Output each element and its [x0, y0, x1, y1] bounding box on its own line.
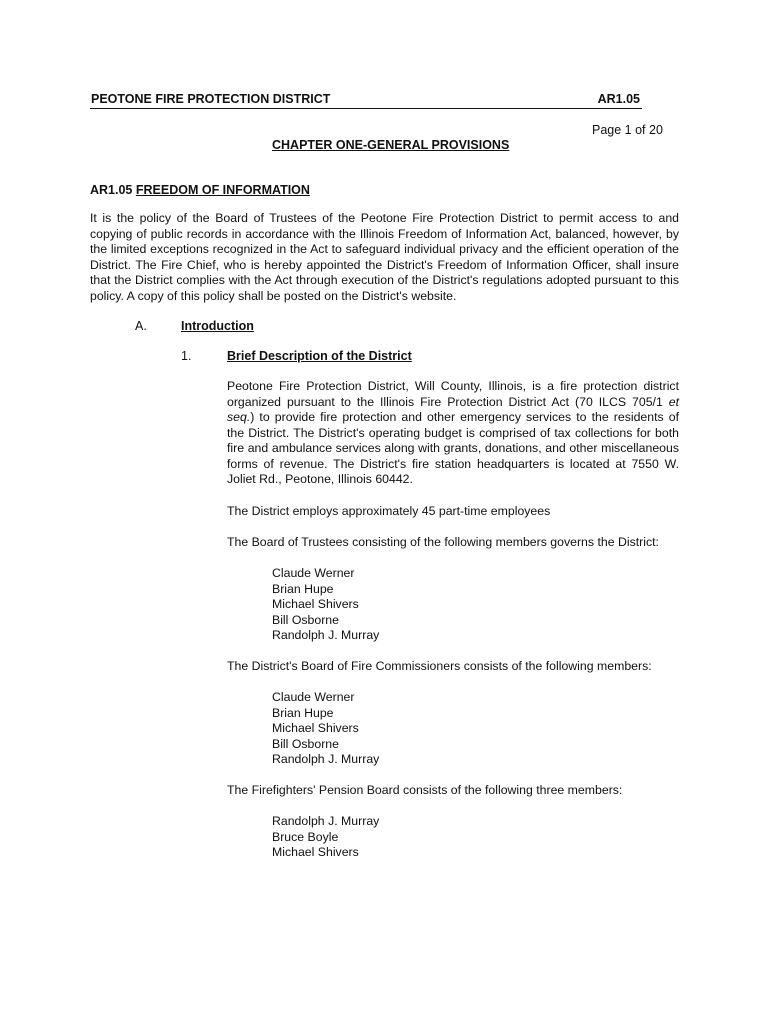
list-item: Brian Hupe: [272, 705, 334, 720]
list-item: Michael Shivers: [272, 845, 359, 859]
list-item: Michael Shivers: [272, 721, 359, 735]
section-title: FREEDOM OF INFORMATION: [135, 183, 310, 197]
page-number: Page 1 of 20: [592, 123, 663, 137]
page-header: [90, 91, 642, 109]
list-item: Brian Hupe: [272, 581, 334, 596]
district-description: [227, 379, 679, 488]
description-part-2: ) to provide fire protection and other emergency services to the residents of the District. The District's operating budget is comprised of tax collections for both fire and ambulance services along with grants, donations, and other miscellaneous forms of revenue. The District's fire station headquarters is located at 7550 W. Joliet Rd., Peotone, Illinois 60442.: [227, 410, 679, 486]
list-item: Claude Werner: [272, 690, 355, 704]
item-title: Brief Description of the District: [227, 349, 412, 363]
district-name: PEOTONE FIRE PROTECTION DISTRICT: [91, 92, 331, 106]
description-part-1: Peotone Fire Protection District, Will County, Illinois, is a fire protection district organized pursuant to the Illinois Fire Protection District Act (70 ILCS 705/1: [227, 379, 679, 409]
list-item: Randolph J. Murray: [272, 628, 380, 642]
document-code: AR1.05: [597, 92, 640, 106]
list-item: Randolph J. Murray: [272, 752, 380, 766]
list-item: Michael Shivers: [272, 597, 359, 611]
subsection-marker: A.: [135, 319, 147, 333]
pension-intro: The Firefighters' Pension Board consists of the following three members:: [227, 783, 623, 797]
trustees-intro: The Board of Trustees consisting of the following members governs the District:: [227, 535, 659, 549]
employees-line: The District employs approximately 45 part-time employees: [227, 504, 551, 518]
subsection-title: Introduction: [181, 319, 254, 333]
trustees-list: [272, 566, 379, 644]
item-marker: 1.: [181, 349, 192, 363]
list-item: Bill Osborne: [272, 736, 339, 751]
chapter-title: CHAPTER ONE-GENERAL PROVISIONS: [272, 138, 510, 152]
list-item: Randolph J. Murray: [272, 814, 380, 828]
pension-board-list: [272, 814, 379, 861]
section-heading: [90, 182, 310, 199]
list-item: Bruce Boyle: [272, 829, 339, 844]
commissioners-intro: The District's Board of Fire Commissioners consists of the following members:: [227, 659, 652, 673]
list-item: Bill Osborne: [272, 612, 339, 627]
section-number: AR1.05: [90, 183, 133, 197]
commissioners-list: [272, 690, 379, 768]
description-italic: et seq.: [227, 394, 679, 424]
list-item: Claude Werner: [272, 566, 355, 580]
policy-paragraph: It is the policy of the Board of Trustees of the Peotone Fire Protection District to permit access to and copying of public records in accordance with the Illinois Freedom of Information Act, balanced, however, by the limited exceptions recognized in the Act to safeguard individual privacy and the efficient operation of the District. The Fire Chief, who is hereby appointed the District's Freedom of Information Officer, shall insure that the District complies with the Act through execution of the District's regulations adopted pursuant to this policy. A copy of this policy shall be posted on the District's website.: [90, 211, 679, 303]
